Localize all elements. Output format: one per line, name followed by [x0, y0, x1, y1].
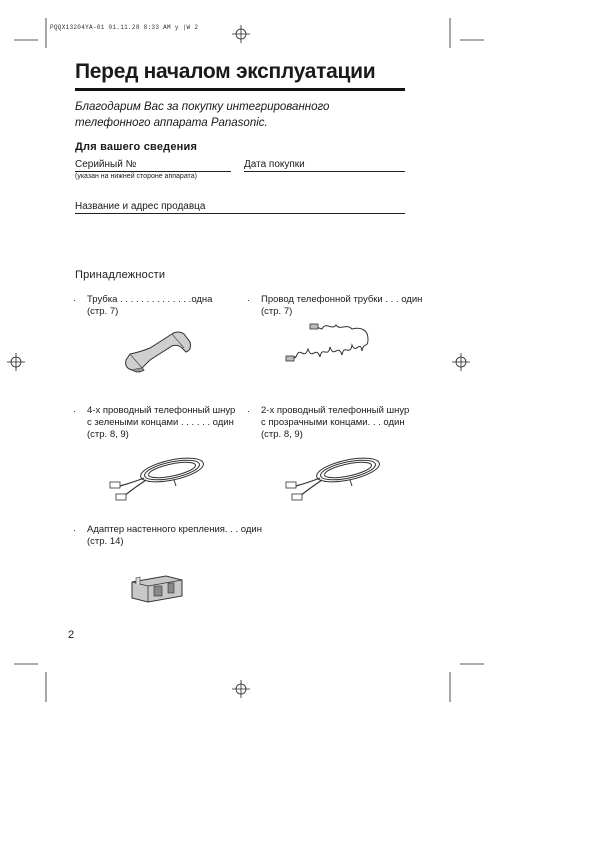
item-ref: (стр. 7) [87, 306, 119, 317]
thanks-line-1: Благодарим Вас за покупку интегрированного [75, 101, 330, 113]
serial-note: (указан на нижней стороне аппарата) [75, 173, 197, 180]
wall-adaptor-illustration [128, 568, 188, 608]
leader-dots: . . . [382, 294, 399, 305]
item-ref: (стр. 14) [87, 536, 124, 547]
info-heading: Для вашего сведения [75, 141, 198, 153]
item-name: Провод телефонной трубки [261, 294, 383, 305]
page-number: 2 [68, 629, 75, 641]
line-cord-2-wire-illustration [280, 452, 390, 502]
serial-rule [75, 171, 231, 172]
item-ref: (стр. 8, 9) [87, 429, 129, 440]
item-qty: один [383, 417, 405, 428]
page-title: Перед началом эксплуатации [75, 60, 376, 83]
item-qty: одна [191, 294, 213, 305]
thanks-text [75, 99, 405, 131]
accessory-handset [75, 294, 235, 318]
line-cord-4-wire-illustration [104, 452, 214, 502]
item-ref: (стр. 8, 9) [261, 429, 303, 440]
item-name: Трубка [87, 294, 118, 305]
item-name: Адаптер настенного крепления [87, 524, 225, 535]
item-name-line-2: с зелеными концами [87, 417, 179, 428]
bullet: · [73, 525, 76, 535]
bullet: · [247, 406, 250, 416]
print-header: PQQX13204YA-01 01.11.28 8:33 AM y |W 2 [50, 24, 199, 31]
date-label: Дата покупки [244, 159, 305, 170]
bullet: · [73, 295, 76, 305]
accessory-2-wire-cord [249, 405, 434, 441]
thanks-line-2: телефонного аппарата Panasonic. [75, 117, 268, 129]
accessory-4-wire-cord [75, 405, 250, 441]
leader-dots: . . . . . . . . . . . . . . [117, 294, 192, 305]
leader-dots: . . . [224, 524, 239, 535]
item-name: 2-х проводный телефонный шнур [261, 405, 410, 416]
accessory-wall-adaptor [75, 524, 295, 548]
dealer-label: Название и адрес продавца [75, 201, 206, 212]
serial-label: Серийный № [75, 159, 137, 170]
dealer-rule [75, 213, 405, 214]
bullet: · [73, 406, 76, 416]
leader-dots: . . . [367, 417, 381, 428]
item-qty: один [240, 524, 262, 535]
item-name: 4-х проводный телефонный шнур [87, 405, 236, 416]
accessories-heading: Принадлежности [75, 269, 166, 281]
item-qty: один [401, 294, 423, 305]
item-ref: (стр. 7) [261, 306, 293, 317]
bullet: · [247, 295, 250, 305]
coiled-cord-illustration [282, 315, 382, 375]
date-rule [244, 171, 405, 172]
title-underline [75, 88, 405, 91]
handset-illustration [120, 330, 200, 380]
item-qty: один [212, 417, 234, 428]
leader-dots: . . . . . . [178, 417, 211, 428]
item-name-line-2: с прозрачными концами [261, 417, 368, 428]
